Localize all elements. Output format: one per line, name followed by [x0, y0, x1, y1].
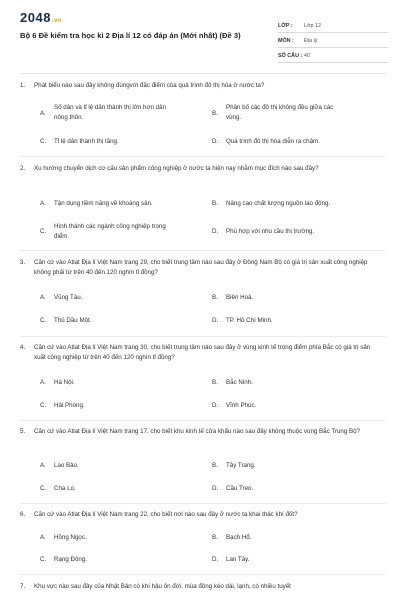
option-text: Thủ Dầu Một.	[54, 317, 92, 324]
meta-row-count	[278, 48, 388, 63]
option-text: Vĩnh Phúc.	[226, 402, 257, 409]
option-letter: D.	[212, 138, 219, 145]
divider	[20, 336, 386, 337]
option-letter: C.	[40, 138, 47, 145]
question-number: 6.	[20, 511, 26, 518]
option-text: Hình thành các ngành công nghiệp trọng điểm.	[54, 223, 166, 240]
question-text: Khu vực nào sau đây của Nhật Bản có khí hậu ôn đới, mùa đông kéo dài, lạnh, có nhiều tuyết	[34, 583, 291, 590]
divider	[20, 250, 386, 251]
option-text: Hải Phòng.	[54, 402, 85, 409]
option-letter: C.	[40, 317, 47, 324]
option-text: Cầu Treo.	[226, 485, 254, 492]
option-letter: D.	[212, 402, 219, 409]
option-letter: A.	[40, 534, 46, 541]
question-text: Căn cứ vào Atlat Địa lí Việt Nam trang 17, cho biết khu kinh tế cửa khẩu nào sau đây không thuộc vùng Bắc Trung Bộ?	[34, 428, 360, 435]
meta-value: Lớp 12	[304, 23, 322, 29]
option-letter: C.	[40, 228, 47, 235]
question-number: 5.	[20, 428, 26, 435]
option-letter: D.	[212, 317, 219, 324]
divider	[20, 574, 386, 575]
option-text: Tận dụng tiềm năng về khoáng sản.	[54, 200, 153, 207]
option-text: Bạch Hổ.	[226, 534, 252, 541]
option-letter: A.	[40, 379, 46, 386]
option-text: Số dân và tỉ lệ dân thành thị lớn hơn dân nông thôn.	[54, 104, 167, 121]
logo-text: 2048	[20, 10, 51, 25]
option-text: Hồng Ngọc.	[54, 534, 87, 541]
meta-label: LỚP :	[278, 23, 293, 29]
meta-label: SỐ CÂU :	[278, 53, 303, 59]
option-letter: B.	[212, 294, 218, 301]
option-letter: C.	[40, 402, 47, 409]
question-text: Căn cứ vào Atlat Địa lí Việt Nam trang 30, cho biết trung tâm nào sau đây ở vùng kinh tế trọng điểm phía Bắc có giá trị sản xuất công nghiệp từ trên 40 đến 120 nghìn tỉ đồng?	[34, 344, 371, 361]
option-text: Quá trình đô thị hóa diễn ra chậm.	[226, 138, 320, 145]
option-text: Tây Trang.	[226, 462, 256, 469]
option-text: TP. Hồ Chí Minh.	[226, 317, 273, 324]
site-logo[interactable]	[20, 10, 62, 25]
question-text: Căn cứ vào Atlat Địa lí Việt Nam trang 29, cho biết trung tâm nào sau đây ở Đông Nam Bộ có giá trị sản xuất công nghiệp không phải từ trên 40 đến 120 nghìn tỉ đồng?	[34, 259, 368, 276]
option-letter: A.	[40, 110, 46, 117]
question-text: Căn cứ vào Atlat Địa lí Việt Nam trang 22, cho biết nơi nào sau đây ở nước ta khai thác khí đốt?	[34, 511, 298, 518]
question-number: 1.	[20, 82, 26, 89]
divider	[20, 420, 386, 421]
option-letter: C.	[40, 556, 47, 563]
option-letter: D.	[212, 485, 219, 492]
option-text: Phân bố các đô thị không đều giữa các vùng.	[226, 104, 334, 121]
option-text: Cha Lo.	[54, 485, 76, 492]
option-text: Biên Hoà.	[226, 294, 254, 301]
meta-value: 40	[304, 53, 310, 59]
question-text: Xu hướng chuyển dịch cơ cấu sản phẩm công nghiệp ở nước ta hiện nay nhằm mục đích nào sau đây?	[34, 165, 319, 172]
option-letter: D.	[212, 228, 219, 235]
option-text: Bắc Ninh.	[226, 379, 253, 386]
question-number: 3.	[20, 259, 26, 266]
option-text: Rạng Đông.	[54, 556, 88, 563]
meta-label: MÔN :	[278, 38, 294, 44]
meta-value: Địa lý	[304, 38, 318, 44]
option-letter: D.	[212, 556, 219, 563]
option-letter: A.	[40, 462, 46, 469]
meta-row-subject	[278, 33, 388, 48]
meta-table	[278, 18, 388, 63]
question-number: 4.	[20, 344, 26, 351]
question-number: 2.	[20, 165, 26, 172]
option-text: Nâng cao chất lượng nguồn lao động.	[226, 200, 331, 207]
option-letter: B.	[212, 379, 218, 386]
document-title: Bộ 6 Đề kiểm tra học kì 2 Địa lí 12 có đáp án (Mới nhất) (Đề 3)	[20, 31, 241, 40]
option-letter: B.	[212, 110, 218, 117]
option-text: Hà Nội.	[54, 379, 75, 386]
divider	[20, 503, 386, 504]
question-text: Phát biểu nào sau đây không đúngvới đặc điểm của quá trình đô thị hóa ở nước ta?	[34, 82, 265, 89]
option-letter: B.	[212, 534, 218, 541]
option-letter: A.	[40, 294, 46, 301]
option-text: Tỉ lệ dân thành thị tăng.	[54, 138, 119, 145]
option-text: Lan Tây.	[226, 556, 250, 563]
question-number: 7.	[20, 583, 26, 590]
meta-row-class	[278, 18, 388, 33]
option-text: Vũng Tàu.	[54, 294, 83, 301]
header	[20, 10, 386, 74]
logo-suffix: .vn	[51, 18, 63, 24]
option-letter: B.	[212, 200, 218, 207]
option-text: Phù hợp với nhu cầu thị trường.	[226, 228, 315, 235]
option-text: Lao Bảo.	[54, 462, 79, 469]
divider	[20, 156, 386, 157]
option-letter: B.	[212, 462, 218, 469]
option-letter: C.	[40, 485, 47, 492]
option-letter: A.	[40, 200, 46, 207]
question-7	[20, 582, 388, 596]
